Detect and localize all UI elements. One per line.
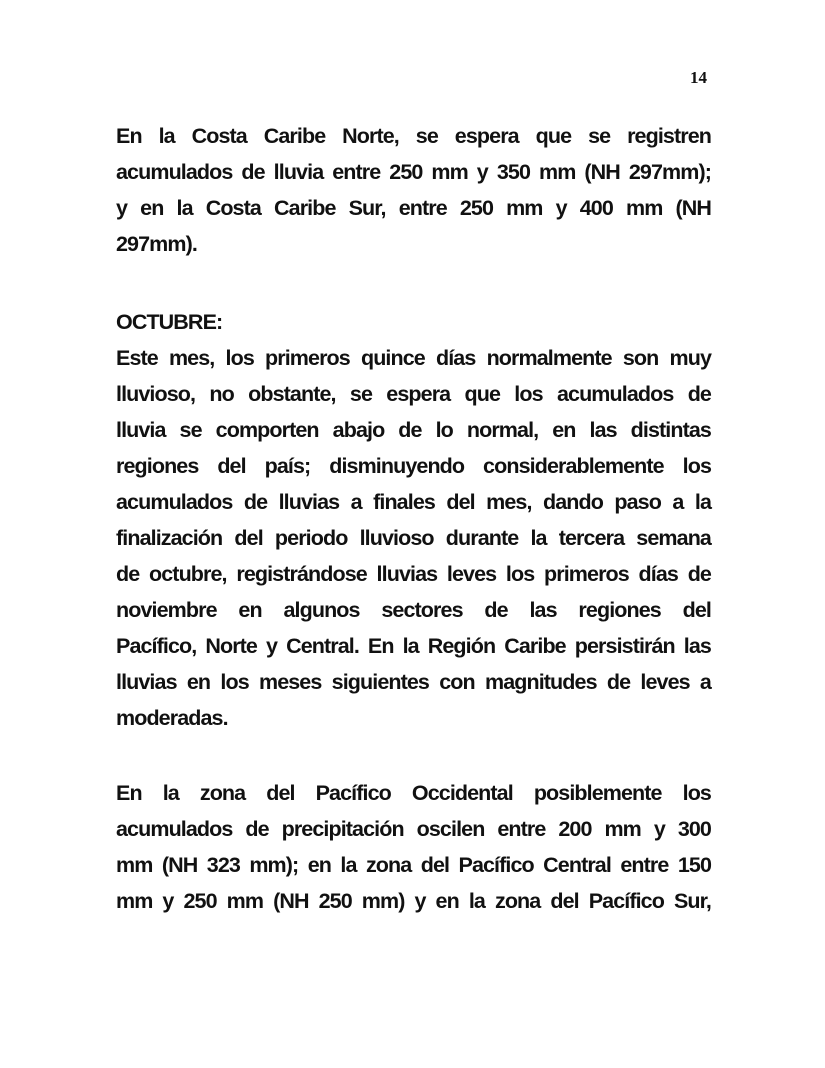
text-line: mm (NH 323 mm); en la zona del Pacífico Central entre 150 [116,853,711,877]
text-line: lluvioso, no obstante, se espera que los acumulados de [116,382,711,406]
text-line: acumulados de lluvia entre 250 mm y 350 mm (NH 297mm); [116,160,711,184]
text-line: noviembre en algunos sectores de las regiones del [116,598,711,622]
text-line: moderadas. [116,706,228,730]
text-line: regiones del país; disminuyendo considerablemente los [116,454,711,478]
section-octubre [116,304,711,340]
paragraph-costa-caribe [116,118,711,262]
text-line: acumulados de precipitación oscilen entre 200 mm y 300 [116,817,711,841]
text-line: de octubre, registrándose lluvias leves los primeros días de [116,562,711,586]
text-line: y en la Costa Caribe Sur, entre 250 mm y 400 mm (NH [116,196,711,220]
text-line: acumulados de lluvias a finales del mes, dando paso a la [116,490,711,514]
text-line: mm y 250 mm (NH 250 mm) y en la zona del Pacífico Sur, [116,889,711,913]
text-line: Este mes, los primeros quince días normalmente son muy [116,346,711,370]
section-heading: OCTUBRE: [116,310,223,334]
text-line: lluvias en los meses siguientes con magnitudes de leves a [116,670,711,694]
text-line: finalización del periodo lluvioso durante la tercera semana [116,526,711,550]
text-line: 297mm). [116,232,197,256]
paragraph-octubre [116,340,711,736]
text-line: Pacífico, Norte y Central. En la Región Caribe persistirán las [116,634,711,658]
paragraph-pacifico [116,775,711,919]
text-line: En la Costa Caribe Norte, se espera que se registren [116,124,711,148]
text-line: En la zona del Pacífico Occidental posiblemente los [116,781,711,805]
page-number: 14 [690,68,707,87]
text-line: lluvia se comporten abajo de lo normal, en las distintas [116,418,711,442]
